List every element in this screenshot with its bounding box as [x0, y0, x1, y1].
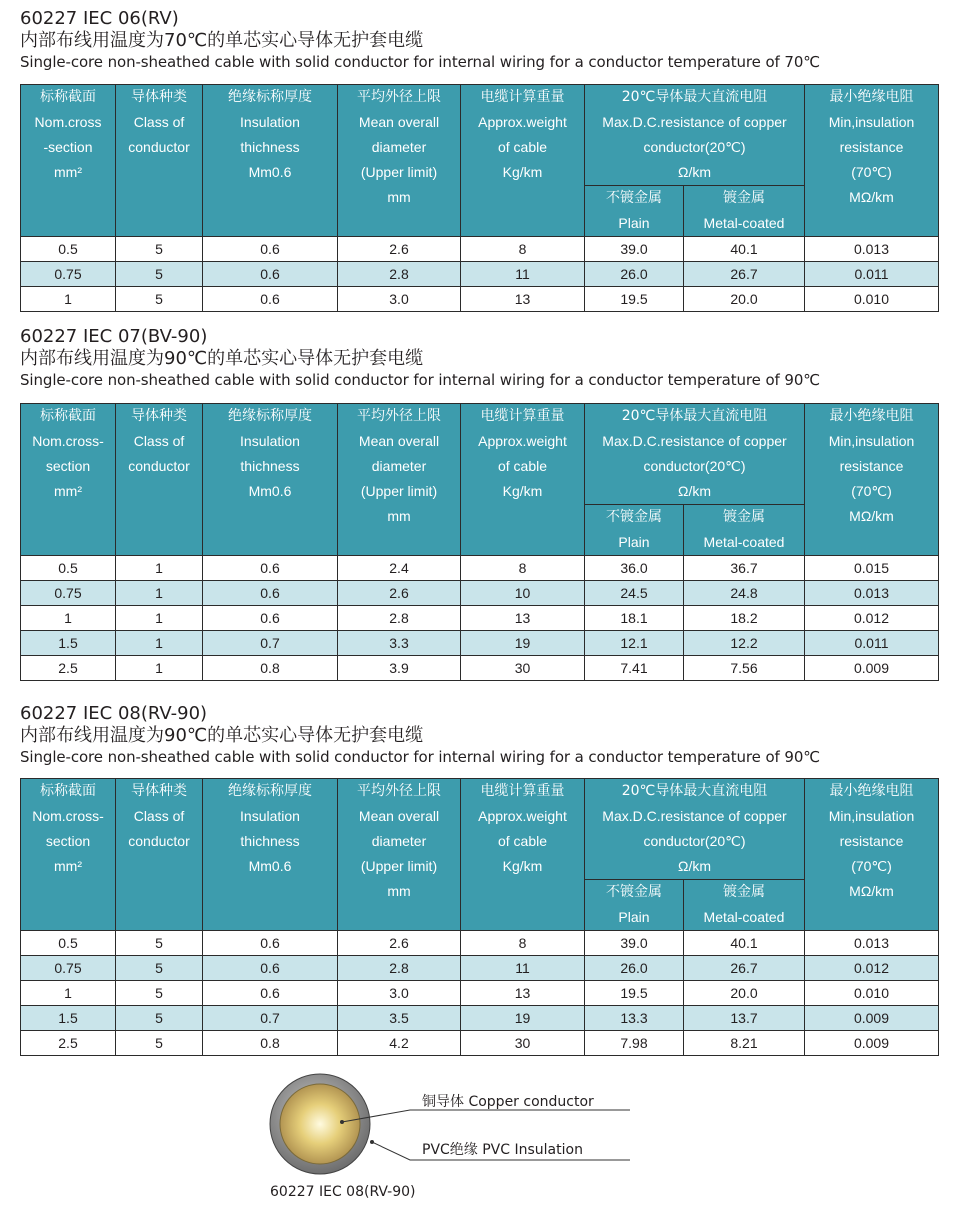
- table-cell: 19.5: [585, 981, 684, 1006]
- header-nominal-cross-section: [21, 779, 116, 931]
- header-nominal-cross-section: [21, 404, 116, 556]
- header-label: 绝缘标称厚度: [228, 89, 312, 105]
- header-label: thichness: [240, 833, 300, 849]
- table-cell: 19.5: [585, 287, 684, 312]
- table-cell: 3.3: [338, 631, 461, 656]
- header-label: 电缆计算重量: [480, 89, 565, 105]
- header-label: 不镀金属: [606, 509, 662, 525]
- table-cell: 5: [116, 262, 203, 287]
- table-cell: 26.7: [684, 956, 805, 981]
- header-label: Metal-coated: [703, 909, 785, 925]
- table-cell: 2.6: [338, 237, 461, 262]
- cable-title-zh: 内部布线用温度为90℃的单芯实心导体无护套电缆: [20, 348, 424, 369]
- header-label: Plain: [618, 215, 650, 231]
- header-label: diameter: [371, 833, 427, 849]
- header-label: diameter: [371, 139, 427, 155]
- table-row: [21, 556, 939, 581]
- header-label: (Upper limit): [360, 164, 438, 180]
- table-cell: 0.7: [203, 631, 338, 656]
- header-label: resistance: [839, 458, 904, 474]
- header-label: 20℃导体最大直流电阻: [621, 408, 768, 424]
- header-label: Nom.cross-: [32, 808, 104, 824]
- header-label: 镀金属: [723, 884, 765, 900]
- copper-conductor-core: [280, 1084, 360, 1164]
- header-label: (70℃): [851, 858, 892, 874]
- header-mean-overall-diameter: [338, 404, 461, 556]
- header-label: mm: [387, 883, 411, 899]
- header-label: Insulation: [240, 433, 300, 449]
- table-cell: 0.8: [203, 1031, 338, 1056]
- header-label: Metal-coated: [703, 215, 785, 231]
- table-cell: 26.7: [684, 262, 805, 287]
- table-cell: 0.009: [805, 1031, 939, 1056]
- table-cell: 0.8: [203, 656, 338, 681]
- cable-cross-section-diagram: [260, 1072, 660, 1212]
- header-label: Ω/km: [677, 164, 712, 180]
- header-insulation-thickness: [203, 779, 338, 931]
- table-cell: 36.0: [585, 556, 684, 581]
- header-label: Class of: [133, 808, 185, 824]
- table-cell: 10: [461, 581, 585, 606]
- header-label: mm: [387, 508, 411, 524]
- table-cell: 1: [21, 287, 116, 312]
- header-label: Mm0.6: [248, 164, 292, 180]
- table-cell: 2.6: [338, 581, 461, 606]
- header-mean-overall-diameter: [338, 85, 461, 237]
- table-cell: 13: [461, 981, 585, 1006]
- header-label: Insulation: [240, 114, 300, 130]
- table-cell: 8: [461, 237, 585, 262]
- table-cell: 18.2: [684, 606, 805, 631]
- table-cell: 0.6: [203, 606, 338, 631]
- header-min-insulation-resistance: [805, 779, 939, 931]
- cable-title-zh: 内部布线用温度为70℃的单芯实心导体无护套电缆: [20, 30, 424, 51]
- header-label: Plain: [618, 909, 650, 925]
- table-cell: 0.6: [203, 287, 338, 312]
- header-label: 标称截面: [40, 783, 96, 799]
- table-cell: 12.1: [585, 631, 684, 656]
- header-label: 不镀金属: [606, 884, 662, 900]
- table-cell: 0.6: [203, 956, 338, 981]
- table-cell: 5: [116, 1006, 203, 1031]
- header-class-of-conductor: [116, 85, 203, 237]
- header-label: 20℃导体最大直流电阻: [621, 783, 768, 799]
- header-plain: [585, 880, 684, 931]
- table-cell: 8: [461, 556, 585, 581]
- table-row: [21, 956, 939, 981]
- header-label: (Upper limit): [360, 483, 438, 499]
- header-label: MΩ/km: [849, 189, 894, 205]
- header-approx-weight: [461, 779, 585, 931]
- header-label: 最小绝缘电阻: [829, 783, 914, 799]
- table-cell: 2.5: [21, 656, 116, 681]
- header-label: 标称截面: [40, 408, 96, 424]
- header-label: Min,insulation: [828, 808, 915, 824]
- table-cell: 0.011: [805, 262, 939, 287]
- header-min-insulation-resistance: [805, 404, 939, 556]
- header-label: of cable: [497, 139, 548, 155]
- header-label: resistance: [839, 139, 904, 155]
- table-cell: 5: [116, 931, 203, 956]
- header-label: Ω/km: [677, 483, 712, 499]
- table-cell: 0.5: [21, 556, 116, 581]
- table-cell: 0.010: [805, 287, 939, 312]
- header-label: Mean overall: [358, 114, 440, 130]
- header-label: Class of: [133, 433, 185, 449]
- header-label: Nom.cross-: [32, 433, 104, 449]
- table-cell: 0.5: [21, 237, 116, 262]
- table-cell: 0.013: [805, 237, 939, 262]
- header-label: Ω/km: [677, 858, 712, 874]
- header-label: mm: [387, 189, 411, 205]
- header-label: 20℃导体最大直流电阻: [621, 89, 768, 105]
- table-cell: 0.6: [203, 262, 338, 287]
- table-cell: 3.9: [338, 656, 461, 681]
- table-cell: 8: [461, 931, 585, 956]
- table-cell: 0.011: [805, 631, 939, 656]
- table-cell: 5: [116, 956, 203, 981]
- table-cell: 40.1: [684, 237, 805, 262]
- table-cell: 0.7: [203, 1006, 338, 1031]
- table-cell: 0.009: [805, 1006, 939, 1031]
- cable-code: 60227 IEC 07(BV-90): [20, 326, 208, 347]
- table-row: [21, 981, 939, 1006]
- section-heading-1: [20, 8, 938, 72]
- table-cell: 5: [116, 981, 203, 1006]
- header-max-dc-resistance: [585, 85, 805, 186]
- table-row: [21, 656, 939, 681]
- header-label: Approx.weight: [478, 114, 567, 130]
- table-cell: 24.5: [585, 581, 684, 606]
- header-plain: [585, 505, 684, 556]
- table-cell: 3.0: [338, 287, 461, 312]
- table-cell: 0.6: [203, 931, 338, 956]
- cable-title-en: Single-core non-sheathed cable with solid conductor for internal wiring for a conductor temperature of 70℃: [20, 53, 821, 71]
- table-cell: 0.013: [805, 581, 939, 606]
- cable-code: 60227 IEC 08(RV-90): [20, 703, 208, 724]
- table-row: [21, 287, 939, 312]
- table-cell: 13: [461, 606, 585, 631]
- table-cell: 18.1: [585, 606, 684, 631]
- table-cell: 2.5: [21, 1031, 116, 1056]
- header-label: 绝缘标称厚度: [228, 408, 312, 424]
- header-label: Insulation: [240, 808, 300, 824]
- table-cell: 0.013: [805, 931, 939, 956]
- header-label: MΩ/km: [849, 508, 894, 524]
- table-cell: 40.1: [684, 931, 805, 956]
- diagram-caption: 60227 IEC 08(RV-90): [270, 1184, 416, 1200]
- table-cell: 7.98: [585, 1031, 684, 1056]
- header-metal-coated: [684, 880, 805, 931]
- header-label: conductor: [128, 458, 190, 474]
- spec-table-1: [20, 84, 939, 312]
- header-label: Max.D.C.resistance of copper: [602, 114, 787, 130]
- cable-title-en: Single-core non-sheathed cable with solid conductor for internal wiring for a conductor temperature of 90℃: [20, 371, 821, 389]
- header-label: Mean overall: [358, 433, 440, 449]
- table-cell: 5: [116, 1031, 203, 1056]
- header-label: conductor(20℃): [643, 139, 746, 155]
- table-cell: 2.8: [338, 262, 461, 287]
- cable-title-zh: 内部布线用温度为90℃的单芯实心导体无护套电缆: [20, 725, 424, 746]
- table-row: [21, 581, 939, 606]
- table-cell: 0.75: [21, 956, 116, 981]
- header-label: conductor(20℃): [643, 458, 746, 474]
- table-cell: 1.5: [21, 631, 116, 656]
- table-cell: 2.8: [338, 606, 461, 631]
- table-cell: 0.6: [203, 581, 338, 606]
- header-label: resistance: [839, 833, 904, 849]
- table-cell: 13: [461, 287, 585, 312]
- header-label: Kg/km: [502, 858, 543, 874]
- table-cell: 0.012: [805, 956, 939, 981]
- header-label: mm²: [54, 164, 82, 180]
- header-label: thichness: [240, 139, 300, 155]
- header-class-of-conductor: [116, 779, 203, 931]
- header-label: conductor: [128, 139, 190, 155]
- table-cell: 39.0: [585, 237, 684, 262]
- header-label: 电缆计算重量: [480, 408, 565, 424]
- table-cell: 1.5: [21, 1006, 116, 1031]
- header-label: of cable: [497, 833, 548, 849]
- header-label: Max.D.C.resistance of copper: [602, 808, 787, 824]
- header-label: (70℃): [851, 164, 892, 180]
- header-label: Class of: [133, 114, 185, 130]
- header-label: Kg/km: [502, 483, 543, 499]
- header-label: Mm0.6: [248, 858, 292, 874]
- table-cell: 0.6: [203, 237, 338, 262]
- table-cell: 13.7: [684, 1006, 805, 1031]
- header-plain: [585, 186, 684, 237]
- table-cell: 26.0: [585, 262, 684, 287]
- table-row: [21, 262, 939, 287]
- table-cell: 0.5: [21, 931, 116, 956]
- table-cell: 30: [461, 656, 585, 681]
- table-row: [21, 606, 939, 631]
- header-label: 标称截面: [40, 89, 96, 105]
- table-cell: 5: [116, 237, 203, 262]
- table-cell: 26.0: [585, 956, 684, 981]
- table-row: [21, 237, 939, 262]
- table-cell: 1: [116, 581, 203, 606]
- header-label: 平均外径上限: [357, 408, 441, 424]
- header-label: mm²: [54, 483, 82, 499]
- table-row: [21, 1031, 939, 1056]
- header-min-insulation-resistance: [805, 85, 939, 237]
- spec-table-3: [20, 778, 939, 1056]
- table-cell: 1: [116, 631, 203, 656]
- header-label: Nom.cross: [34, 114, 102, 130]
- copper-leader-line: [342, 1110, 630, 1122]
- header-label: diameter: [371, 458, 427, 474]
- cable-title-en: Single-core non-sheathed cable with solid conductor for internal wiring for a conductor temperature of 90℃: [20, 748, 821, 766]
- header-label: (Upper limit): [360, 858, 438, 874]
- header-label: Mean overall: [358, 808, 440, 824]
- header-label: thichness: [240, 458, 300, 474]
- table-cell: 7.41: [585, 656, 684, 681]
- header-label: (70℃): [851, 483, 892, 499]
- table-cell: 0.6: [203, 981, 338, 1006]
- header-label: Mm0.6: [248, 483, 292, 499]
- header-label: conductor: [128, 833, 190, 849]
- header-label: section: [45, 833, 91, 849]
- spec-table-2: [20, 403, 939, 681]
- header-label: Metal-coated: [703, 534, 785, 550]
- header-label: -section: [43, 139, 93, 155]
- header-label: 镀金属: [723, 190, 765, 206]
- header-label: Kg/km: [502, 164, 543, 180]
- table-row: [21, 931, 939, 956]
- table-cell: 1: [116, 656, 203, 681]
- table-cell: 0.6: [203, 556, 338, 581]
- header-metal-coated: [684, 505, 805, 556]
- table-row: [21, 631, 939, 656]
- header-label: 不镀金属: [606, 190, 662, 206]
- header-label: conductor(20℃): [643, 833, 746, 849]
- table-cell: 39.0: [585, 931, 684, 956]
- table-cell: 1: [21, 981, 116, 1006]
- header-label: Min,insulation: [828, 433, 915, 449]
- table-cell: 0.010: [805, 981, 939, 1006]
- header-metal-coated: [684, 186, 805, 237]
- header-max-dc-resistance: [585, 779, 805, 880]
- header-label: Min,insulation: [828, 114, 915, 130]
- table-cell: 19: [461, 1006, 585, 1031]
- header-label: 平均外径上限: [357, 783, 441, 799]
- header-insulation-thickness: [203, 404, 338, 556]
- header-label: Approx.weight: [478, 808, 567, 824]
- table-cell: 3.0: [338, 981, 461, 1006]
- pvc-insulation-label: PVC绝缘 PVC Insulation: [422, 1142, 583, 1158]
- table-cell: 11: [461, 262, 585, 287]
- header-label: 导体种类: [131, 89, 187, 105]
- header-label: 最小绝缘电阻: [829, 89, 914, 105]
- table-cell: 30: [461, 1031, 585, 1056]
- section-heading-3: [20, 703, 938, 767]
- header-nominal-cross-section: [21, 85, 116, 237]
- header-approx-weight: [461, 85, 585, 237]
- table-cell: 0.015: [805, 556, 939, 581]
- header-label: Plain: [618, 534, 650, 550]
- table-row: [21, 1006, 939, 1031]
- table-cell: 24.8: [684, 581, 805, 606]
- table-cell: 2.6: [338, 931, 461, 956]
- header-label: 镀金属: [723, 509, 765, 525]
- table-cell: 12.2: [684, 631, 805, 656]
- header-approx-weight: [461, 404, 585, 556]
- table-cell: 2.4: [338, 556, 461, 581]
- table-cell: 0.009: [805, 656, 939, 681]
- table-cell: 11: [461, 956, 585, 981]
- header-label: of cable: [497, 458, 548, 474]
- header-label: 导体种类: [131, 408, 187, 424]
- header-label: Approx.weight: [478, 433, 567, 449]
- table-cell: 4.2: [338, 1031, 461, 1056]
- header-label: 平均外径上限: [357, 89, 441, 105]
- header-label: mm²: [54, 858, 82, 874]
- cable-code: 60227 IEC 06(RV): [20, 8, 179, 29]
- table-cell: 36.7: [684, 556, 805, 581]
- table-cell: 20.0: [684, 981, 805, 1006]
- table-cell: 1: [116, 556, 203, 581]
- header-class-of-conductor: [116, 404, 203, 556]
- table-cell: 0.012: [805, 606, 939, 631]
- table-cell: 8.21: [684, 1031, 805, 1056]
- table-cell: 1: [21, 606, 116, 631]
- header-label: 导体种类: [131, 783, 187, 799]
- header-label: 最小绝缘电阻: [829, 408, 914, 424]
- table-cell: 0.75: [21, 262, 116, 287]
- header-insulation-thickness: [203, 85, 338, 237]
- table-cell: 5: [116, 287, 203, 312]
- header-label: MΩ/km: [849, 883, 894, 899]
- header-label: 绝缘标称厚度: [228, 783, 312, 799]
- header-mean-overall-diameter: [338, 779, 461, 931]
- table-cell: 3.5: [338, 1006, 461, 1031]
- table-cell: 0.75: [21, 581, 116, 606]
- table-cell: 7.56: [684, 656, 805, 681]
- section-heading-2: [20, 326, 938, 390]
- table-cell: 19: [461, 631, 585, 656]
- header-label: section: [45, 458, 91, 474]
- header-label: 电缆计算重量: [480, 783, 565, 799]
- table-cell: 1: [116, 606, 203, 631]
- table-cell: 20.0: [684, 287, 805, 312]
- table-cell: 2.8: [338, 956, 461, 981]
- header-label: Max.D.C.resistance of copper: [602, 433, 787, 449]
- copper-conductor-label: 铜导体 Copper conductor: [422, 1094, 594, 1110]
- header-max-dc-resistance: [585, 404, 805, 505]
- table-cell: 13.3: [585, 1006, 684, 1031]
